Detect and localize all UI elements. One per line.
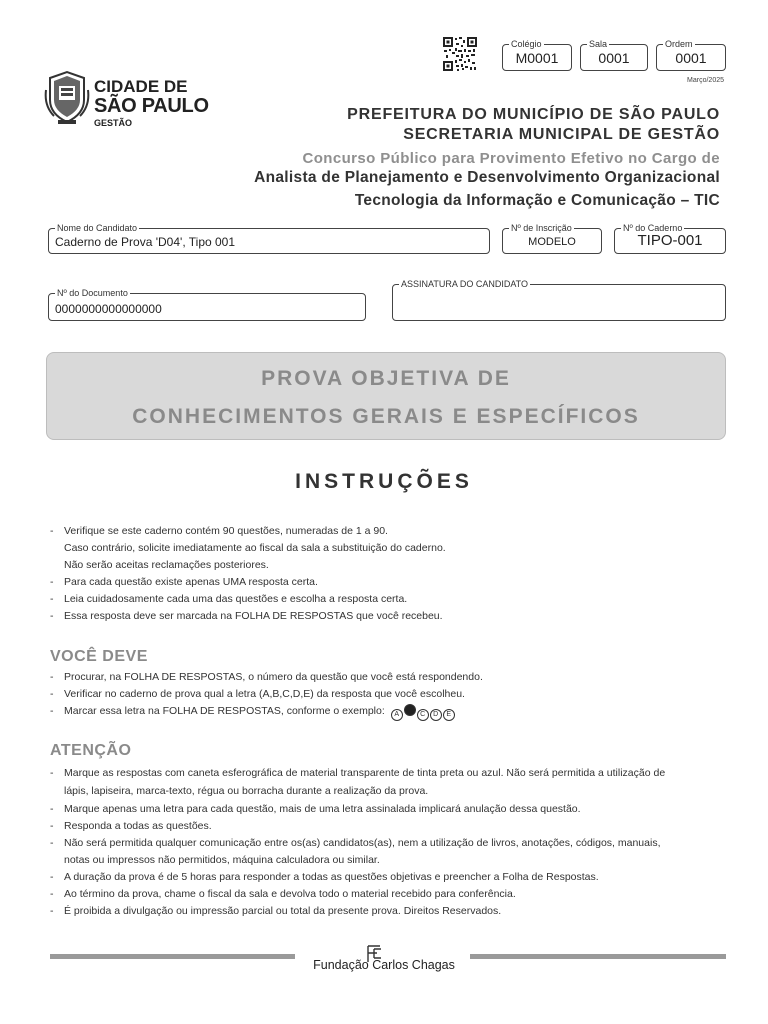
header-area: Tecnologia da Informação e Comunicação – TIC <box>354 192 720 209</box>
colegio-field <box>502 39 572 71</box>
qr-code-icon <box>442 36 478 72</box>
logo-line1: CIDADE DE <box>94 77 188 96</box>
header-prefeitura: PREFEITURA DO MUNICÍPIO DE SÃO PAULO <box>347 106 720 123</box>
colegio-value: M0001 <box>515 50 559 66</box>
atencao-item: - Não será permitida qualquer comunicação entre os(as) candidatos(as), nem a utilização de livros, anotações, códigos, manuais, <box>50 837 661 849</box>
atencao-item: lápis, lapiseira, marca-texto, régua ou borracha durante a realização da prova. <box>64 785 429 797</box>
instruction-item: - Leia cuidadosamente cada uma das questões e escolha a resposta certa. <box>50 593 408 605</box>
instructions-title: INSTRUÇÕES <box>295 470 473 493</box>
option-a-icon: A <box>391 709 403 721</box>
exam-banner <box>46 352 726 440</box>
documento-label: Nº do Documento <box>57 288 128 298</box>
inscricao-label: Nº de Inscrição <box>511 223 572 233</box>
city-coat-of-arms-icon <box>44 70 90 126</box>
candidate-name-field <box>48 223 490 254</box>
instruction-item: - Verifique se este caderno contém 90 questões, numeradas de 1 a 90. <box>50 525 388 537</box>
footer-rule-right <box>470 954 726 959</box>
assinatura-label: ASSINATURA DO CANDIDATO <box>401 279 529 289</box>
option-c-icon: C <box>417 709 429 721</box>
banner-line2: CONHECIMENTOS GERAIS E ESPECÍFICOS <box>132 405 640 428</box>
instruction-item: Não serão aceitas reclamações posteriores. <box>64 559 269 571</box>
atencao-item: - É proibida a divulgação ou impressão parcial ou total da presente prova. Direitos Reservados. <box>50 905 502 917</box>
sala-value: 0001 <box>598 50 630 66</box>
option-d-icon: D <box>430 709 442 721</box>
voce-deve-item: - Procurar, na FOLHA DE RESPOSTAS, o número da questão que você está respondendo. <box>50 671 483 683</box>
colegio-label: Colégio <box>511 39 542 49</box>
option-b-filled-icon <box>404 704 416 716</box>
header-cargo: Analista de Planejamento e Desenvolvimento Organizacional <box>254 169 720 186</box>
atencao-item: - Ao término da prova, chame o fiscal da sala e devolva todo o material recebido para conferência. <box>50 888 516 900</box>
candidate-name-value: Caderno de Prova 'D04', Tipo 001 <box>55 235 236 249</box>
voce-deve-item: - Verificar no caderno de prova qual a letra (A,B,C,D,E) da resposta que você escolheu. <box>50 688 465 700</box>
answer-example <box>391 705 456 717</box>
voce-deve-title: VOCÊ DEVE <box>50 648 148 665</box>
voce-deve-item: - Marcar essa letra na FOLHA DE RESPOSTAS, conforme o exemplo: A C D E <box>48 703 728 721</box>
inscricao-value: MODELO <box>528 236 576 248</box>
ordem-field <box>656 39 726 71</box>
atencao-item: - A duração da prova é de 5 horas para responder a todas as questões objetivas e preencher a Folha de Respostas. <box>50 871 599 883</box>
inscricao-field <box>502 223 602 254</box>
date-label: Março/2025 <box>687 77 724 84</box>
atencao-item: - Responda a todas as questões. <box>50 820 212 832</box>
documento-value: 0000000000000000 <box>55 302 162 316</box>
instruction-item: - Para cada questão existe apenas UMA resposta certa. <box>50 576 318 588</box>
header-concurso: Concurso Público para Provimento Efetivo no Cargo de <box>302 150 720 167</box>
footer-fundacao: Fundação Carlos Chagas <box>313 958 455 972</box>
header-secretaria: SECRETARIA MUNICIPAL DE GESTÃO <box>403 126 720 143</box>
atencao-list <box>48 765 728 920</box>
instructions-list <box>48 523 728 625</box>
documento-field <box>48 288 366 321</box>
caderno-label: Nº do Caderno <box>623 223 683 233</box>
footer-rule-left <box>50 954 295 959</box>
instruction-item: - Essa resposta deve ser marcada na FOLHA DE RESPOSTAS que você recebeu. <box>50 610 443 622</box>
ordem-label: Ordem <box>665 39 693 49</box>
instruction-item: Caso contrário, solicite imediatamente ao fiscal da sala a substituição do caderno. <box>64 542 446 554</box>
logo-line3: GESTÃO <box>94 118 133 128</box>
ordem-value: 0001 <box>675 50 707 66</box>
voce-deve-list <box>48 669 728 721</box>
candidate-name-label: Nome do Candidato <box>57 223 138 233</box>
caderno-field <box>614 223 726 254</box>
banner-line1: PROVA OBJETIVA DE <box>261 367 511 390</box>
atencao-item: - Marque apenas uma letra para cada questão, mais de uma letra assinalada implicará anulação dessa questão. <box>50 803 581 815</box>
logo-line2: SÃO PAULO <box>94 95 209 117</box>
sala-field <box>580 39 648 71</box>
atencao-item: notas ou impressos não permitidos, máquina calculadora ou similar. <box>64 854 380 866</box>
option-e-icon: E <box>443 709 455 721</box>
atencao-item: - Marque as respostas com caneta esferográfica de material transparente de tinta preta ou azul. Não será permitida a utilização de <box>50 767 666 779</box>
caderno-value: TIPO-001 <box>637 232 703 249</box>
atencao-title: ATENÇÃO <box>50 742 132 759</box>
assinatura-field <box>392 279 726 321</box>
sala-label: Sala <box>589 39 608 49</box>
